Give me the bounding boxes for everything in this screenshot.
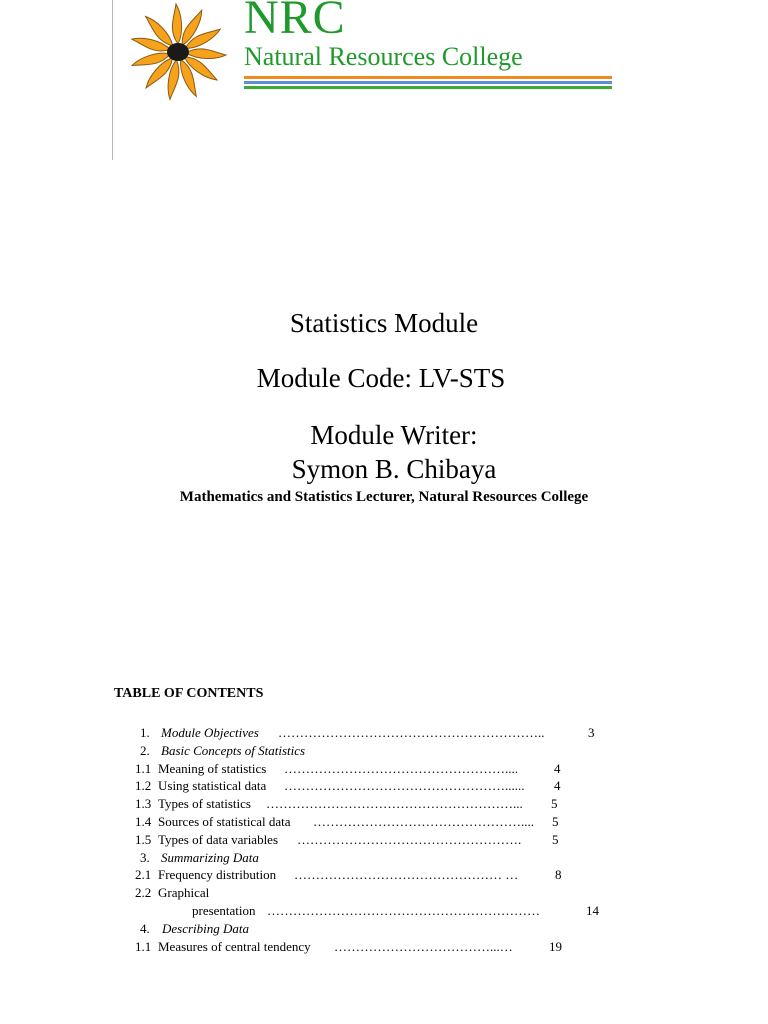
toc-number: 2.2 bbox=[135, 885, 152, 901]
toc-leader: ………………………………………….... bbox=[313, 813, 534, 829]
logo-stripes bbox=[244, 76, 612, 91]
toc-leader: ……………………………………………………… bbox=[267, 902, 540, 918]
toc-entry: Measures of central tendency bbox=[158, 938, 311, 954]
toc-entry: Module Objectives bbox=[161, 725, 259, 740]
toc-entry: Types of statistics bbox=[158, 796, 251, 812]
module-title: Statistics Module bbox=[289, 308, 479, 338]
flower-center bbox=[167, 43, 189, 61]
toc-number: 1.3 bbox=[135, 796, 152, 812]
college-logo bbox=[118, 0, 618, 110]
toc-leader: ……………………………………………. bbox=[297, 831, 522, 847]
toc-entry: Meaning of statistics bbox=[158, 760, 267, 776]
toc-row bbox=[0, 777, 768, 795]
toc-entry: Using statistical data bbox=[158, 778, 267, 794]
toc-leader: ………………………………………… … bbox=[294, 867, 519, 883]
module-writer-name: Symon B. Chibaya bbox=[291, 454, 497, 484]
toc-row bbox=[0, 920, 768, 938]
module-writer-label: Module Writer: bbox=[310, 420, 478, 450]
toc-entry: Describing Data bbox=[162, 920, 250, 936]
toc-entry: Basic Concepts of Statistics bbox=[161, 742, 306, 758]
toc-number: 1.4 bbox=[135, 813, 152, 829]
toc-number: 3. bbox=[140, 849, 150, 865]
toc-row bbox=[0, 742, 768, 760]
toc-number: 1.1 bbox=[135, 938, 152, 954]
toc-number: 1.5 bbox=[135, 831, 152, 847]
toc-row bbox=[0, 884, 768, 902]
toc-entry: Frequency distribution bbox=[158, 867, 277, 883]
toc-page: 8 bbox=[555, 867, 562, 883]
toc-page: 19 bbox=[549, 938, 562, 954]
toc-page: 5 bbox=[552, 813, 559, 829]
toc-row bbox=[0, 902, 768, 920]
module-code: Module Code: LV-STS bbox=[256, 363, 506, 393]
sunflower-logo-icon bbox=[118, 2, 240, 102]
toc-row bbox=[0, 938, 768, 956]
page-margin-line bbox=[112, 0, 113, 160]
toc-number: 4. bbox=[140, 920, 150, 936]
toc-page: 4 bbox=[554, 778, 561, 794]
toc-number: 2. bbox=[140, 742, 150, 758]
toc-leader: …………………………………………………….. bbox=[278, 725, 545, 740]
module-writer-role: Mathematics and Statistics Lecturer, Natural Resources College bbox=[179, 489, 589, 505]
logo-acronym: NRC bbox=[244, 0, 346, 44]
stripe-green bbox=[244, 86, 612, 89]
toc-row bbox=[0, 831, 768, 849]
stripe-blue bbox=[244, 81, 612, 84]
toc-heading: TABLE OF CONTENTS bbox=[114, 686, 264, 701]
toc-row bbox=[0, 866, 768, 884]
toc-entry: Sources of statistical data bbox=[158, 813, 291, 829]
toc-entry: Graphical bbox=[158, 885, 210, 901]
toc-page: 5 bbox=[552, 831, 559, 847]
toc-page: 14 bbox=[586, 902, 599, 918]
toc-entry: Types of data variables bbox=[158, 831, 279, 847]
toc-leader: …………………………………………………... bbox=[266, 796, 523, 812]
toc-row bbox=[0, 760, 768, 778]
toc-row bbox=[0, 849, 768, 867]
toc-row bbox=[0, 813, 768, 831]
toc-entry: Summarizing Data bbox=[161, 849, 259, 865]
toc-leader: …………………………………………….... bbox=[284, 760, 518, 776]
toc-entry: presentation bbox=[192, 902, 256, 918]
toc-leader: ………………………………...… bbox=[334, 938, 513, 954]
toc-number: 2.1 bbox=[135, 867, 152, 883]
toc-number: 1.1 bbox=[135, 760, 152, 776]
toc-number: 1.2 bbox=[135, 778, 152, 794]
logo-college-name: Natural Resources College bbox=[244, 42, 523, 71]
toc-row bbox=[0, 724, 768, 742]
toc-row bbox=[0, 795, 768, 813]
table-of-contents bbox=[0, 724, 768, 955]
toc-number: 1. bbox=[140, 725, 150, 740]
toc-page: 4 bbox=[554, 760, 561, 776]
stripe-orange bbox=[244, 76, 612, 79]
toc-leader: ……………………………………………...... bbox=[284, 778, 525, 794]
toc-page: 5 bbox=[551, 796, 558, 812]
toc-page: 3 bbox=[588, 725, 595, 740]
